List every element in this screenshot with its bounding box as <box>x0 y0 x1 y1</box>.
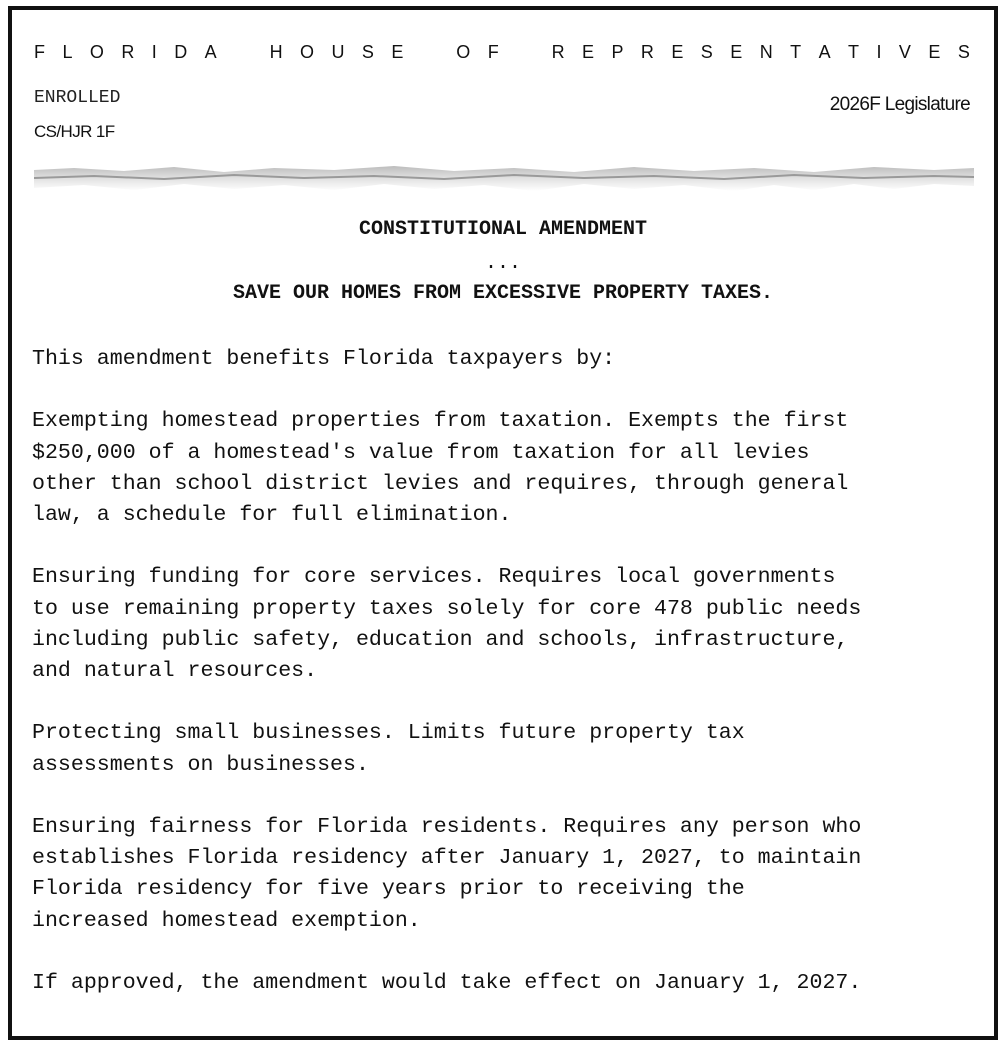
chamber-letter: T <box>790 42 802 62</box>
chamber-letter: E <box>391 42 404 62</box>
chamber-letter: E <box>671 42 684 62</box>
chamber-letter: U <box>331 42 345 62</box>
closing-paragraph: If approved, the amendment would take effect on January 1, 2027. <box>32 970 862 995</box>
chamber-letter: A <box>818 42 831 62</box>
chamber-letter: O <box>89 42 104 62</box>
chamber-letter: E <box>582 42 595 62</box>
chamber-letter: A <box>204 42 217 62</box>
document-title: CONSTITUTIONAL AMENDMENT <box>358 218 648 241</box>
chamber-letter: N <box>759 42 773 62</box>
chamber-letter: E <box>730 42 743 62</box>
enrolled-status: ENROLLED <box>34 88 121 108</box>
chamber-letter: O <box>300 42 315 62</box>
chamber-letter: H <box>269 42 283 62</box>
chamber-letter: V <box>898 42 911 62</box>
title-ellipsis: ... <box>484 252 521 275</box>
document-frame <box>8 6 998 1040</box>
chamber-word-gap <box>516 42 534 63</box>
chamber-letter: I <box>876 42 882 62</box>
bill-number: CS/HJR 1F <box>34 122 115 141</box>
chamber-letter: F <box>34 42 45 62</box>
chamber-letter: L <box>62 42 73 62</box>
chamber-letter: D <box>174 42 188 62</box>
chamber-letter: S <box>361 42 374 62</box>
chamber-letter: S <box>700 42 713 62</box>
legislature-label: 2026F Legislature <box>829 94 970 115</box>
chamber-letter: P <box>611 42 624 62</box>
chamber-word-gap <box>234 42 252 63</box>
chamber-letter: R <box>640 42 654 62</box>
chamber-word-gap <box>421 42 439 63</box>
chamber-letter: O <box>456 42 471 62</box>
paragraph-core-services: Ensuring funding for core services. Requires local governments to use remaining property taxes solely for core 478 public needs including public safety, education and schools, infrastructure, and natural resources. <box>32 565 862 683</box>
document-subtitle: SAVE OUR HOMES FROM EXCESSIVE PROPERTY TAXES. <box>232 282 774 305</box>
chamber-letter: T <box>848 42 860 62</box>
intro-paragraph: This amendment benefits Florida taxpayers by: <box>32 347 616 371</box>
paragraph-small-businesses: Protecting small businesses. Limits future property tax assessments on businesses. <box>32 721 745 777</box>
chamber-letter: R <box>121 42 135 62</box>
amendment-body <box>32 344 982 1030</box>
paragraph-homestead-exemption: Exempting homestead properties from taxation. Exempts the first $250,000 of a homestead's value from taxation for all levies other than school district levies and requires, through general law, a schedule for full elimination. <box>32 409 849 527</box>
chamber-letter: S <box>957 42 970 62</box>
chamber-letter: R <box>551 42 565 62</box>
torn-paper-divider <box>34 156 974 200</box>
chamber-letter: F <box>487 42 499 62</box>
paragraph-residency-fairness: Ensuring fairness for Florida residents. Requires any person who establishes Florida residency after January 1, 2027, to maintain Florida residency for five years prior to receiving the increased homestead exemption. <box>32 814 862 933</box>
chamber-letter: E <box>928 42 941 62</box>
chamber-letter: I <box>151 42 157 62</box>
chamber-header <box>34 42 970 63</box>
